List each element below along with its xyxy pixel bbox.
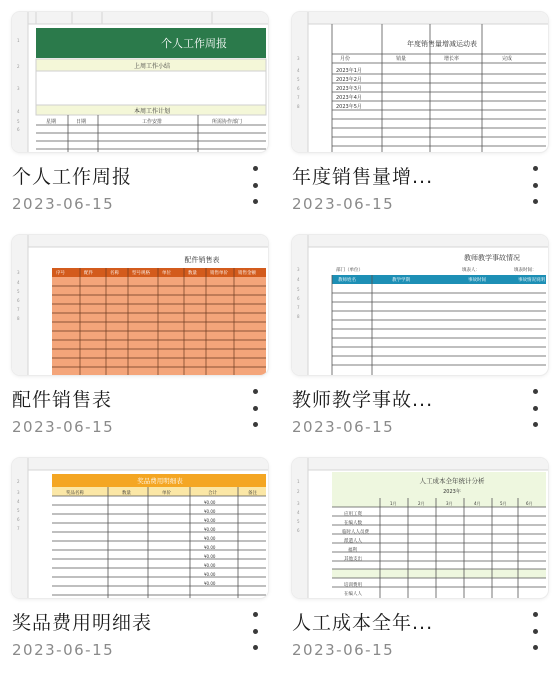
template-card-labor-cost[interactable] xyxy=(292,458,548,678)
svg-text:¥0.00: ¥0.00 xyxy=(204,563,216,568)
svg-text:3: 3 xyxy=(17,270,20,275)
svg-text:在编人数: 在编人数 xyxy=(344,521,362,526)
more-options-icon[interactable] xyxy=(528,612,542,650)
svg-text:5: 5 xyxy=(297,519,300,524)
svg-text:销量: 销量 xyxy=(396,56,407,62)
svg-text:在编人人: 在编人人 xyxy=(344,592,362,597)
template-card-annual-sales[interactable] xyxy=(292,12,548,232)
svg-text:4: 4 xyxy=(297,277,300,282)
svg-text:合计: 合计 xyxy=(208,491,217,496)
template-date: 2023-06-15 xyxy=(12,641,115,659)
svg-text:5: 5 xyxy=(297,77,300,82)
svg-text:福利: 福利 xyxy=(348,548,357,553)
svg-text:1月: 1月 xyxy=(390,501,397,506)
spreadsheet-preview xyxy=(292,458,548,598)
svg-text:6: 6 xyxy=(17,517,20,522)
more-options-icon[interactable] xyxy=(248,166,262,204)
svg-text:教学学期: 教学学期 xyxy=(392,278,410,283)
template-date: 2023-06-15 xyxy=(12,195,115,213)
svg-text:2023年2月: 2023年2月 xyxy=(336,77,362,83)
svg-text:7: 7 xyxy=(297,305,300,310)
template-title[interactable]: 个人工作周报 xyxy=(12,166,133,188)
preview-band: 本周工作计划 xyxy=(133,108,171,115)
svg-text:2: 2 xyxy=(297,489,300,494)
template-thumbnail[interactable] xyxy=(292,458,548,598)
more-options-icon[interactable] xyxy=(528,166,542,204)
template-date: 2023-06-15 xyxy=(292,641,395,659)
svg-text:名称: 名称 xyxy=(110,271,119,276)
spreadsheet-preview xyxy=(292,235,548,375)
svg-text:6: 6 xyxy=(297,86,300,91)
template-thumbnail[interactable] xyxy=(12,235,268,375)
svg-text:8: 8 xyxy=(17,316,20,321)
svg-text:6月: 6月 xyxy=(526,501,533,506)
preview-heading: 教师教学事故情况 xyxy=(464,254,520,262)
svg-text:¥0.00: ¥0.00 xyxy=(204,581,216,586)
svg-text:6: 6 xyxy=(297,296,300,301)
template-thumbnail[interactable] xyxy=(292,235,548,375)
svg-text:7: 7 xyxy=(297,95,300,100)
svg-text:数量: 数量 xyxy=(122,491,131,496)
svg-text:5: 5 xyxy=(17,289,20,294)
svg-text:2023年5月: 2023年5月 xyxy=(336,104,362,110)
template-card-parts-sales[interactable] xyxy=(12,235,268,455)
svg-text:8: 8 xyxy=(297,314,300,319)
svg-text:4: 4 xyxy=(297,68,300,73)
svg-text:培训费用: 培训费用 xyxy=(344,583,362,588)
svg-text:单位: 单位 xyxy=(162,271,171,276)
svg-text:2023年: 2023年 xyxy=(443,489,461,495)
svg-text:增长率: 增长率 xyxy=(444,56,460,62)
template-title[interactable]: 教师教学事故... xyxy=(292,389,434,411)
spreadsheet-preview xyxy=(12,12,268,152)
more-options-icon[interactable] xyxy=(528,389,542,427)
template-title[interactable]: 人工成本全年... xyxy=(292,612,434,634)
svg-text:¥0.00: ¥0.00 xyxy=(204,509,216,514)
preview-heading: 奖品费用明细表 xyxy=(137,477,183,485)
svg-text:3: 3 xyxy=(297,267,300,272)
svg-text:事故情况说明: 事故情况说明 xyxy=(518,278,545,283)
svg-text:数量: 数量 xyxy=(188,271,197,276)
svg-text:¥0.00: ¥0.00 xyxy=(204,554,216,559)
svg-text:4: 4 xyxy=(297,510,300,515)
svg-text:5: 5 xyxy=(17,119,20,124)
template-date: 2023-06-15 xyxy=(292,195,395,213)
svg-text:配件: 配件 xyxy=(84,271,93,276)
svg-text:填表人：: 填表人： xyxy=(462,268,480,273)
spreadsheet-preview xyxy=(12,458,268,598)
more-options-icon[interactable] xyxy=(248,389,262,427)
svg-text:工作安排: 工作安排 xyxy=(142,119,163,125)
svg-text:2023年3月: 2023年3月 xyxy=(336,86,362,92)
svg-text:备注: 备注 xyxy=(248,491,257,496)
template-card-teaching-incident[interactable] xyxy=(292,235,548,455)
svg-text:部门（单位）: 部门（单位） xyxy=(336,268,363,273)
svg-text:¥0.00: ¥0.00 xyxy=(204,527,216,532)
svg-text:2023年4月: 2023年4月 xyxy=(336,95,362,101)
svg-text:3月: 3月 xyxy=(446,501,453,506)
svg-text:单价: 单价 xyxy=(162,491,171,496)
svg-text:3: 3 xyxy=(17,490,20,495)
spreadsheet-preview xyxy=(292,12,548,152)
template-date: 2023-06-15 xyxy=(292,418,395,436)
svg-text:4月: 4月 xyxy=(474,501,481,506)
template-thumbnail[interactable] xyxy=(292,12,548,152)
svg-text:2: 2 xyxy=(17,64,20,69)
svg-text:完成: 完成 xyxy=(502,56,513,62)
svg-text:型号规格: 型号规格 xyxy=(132,271,150,276)
template-title[interactable]: 奖品费用明细表 xyxy=(12,612,153,634)
svg-text:2: 2 xyxy=(17,479,20,484)
spreadsheet-preview xyxy=(12,235,268,375)
svg-text:序号: 序号 xyxy=(56,271,65,276)
svg-text:应用工资: 应用工资 xyxy=(344,512,362,517)
svg-text:¥0.00: ¥0.00 xyxy=(204,536,216,541)
template-title[interactable]: 配件销售表 xyxy=(12,389,113,411)
svg-text:5: 5 xyxy=(297,287,300,292)
svg-text:4: 4 xyxy=(17,499,20,504)
svg-text:1: 1 xyxy=(297,479,300,484)
svg-text:7: 7 xyxy=(17,307,20,312)
svg-text:其他支出: 其他支出 xyxy=(344,557,362,562)
svg-text:¥0.00: ¥0.00 xyxy=(204,518,216,523)
svg-text:6: 6 xyxy=(17,298,20,303)
svg-text:4: 4 xyxy=(17,280,20,285)
svg-text:8: 8 xyxy=(297,104,300,109)
svg-text:7: 7 xyxy=(17,526,20,531)
svg-text:4: 4 xyxy=(17,109,20,114)
svg-text:销售金额: 销售金额 xyxy=(238,271,256,276)
template-card-prize-expense[interactable] xyxy=(12,458,268,678)
svg-text:3: 3 xyxy=(17,86,20,91)
svg-text:2023年1月: 2023年1月 xyxy=(336,68,362,74)
svg-text:3: 3 xyxy=(297,56,300,61)
preview-heading: 人工成本全年统计分析 xyxy=(419,477,485,485)
svg-text:教师姓名: 教师姓名 xyxy=(338,278,356,283)
svg-text:日期: 日期 xyxy=(76,119,87,125)
template-card-weekly-report[interactable] xyxy=(12,12,268,232)
svg-text:¥0.00: ¥0.00 xyxy=(204,545,216,550)
svg-text:星期: 星期 xyxy=(46,119,57,125)
svg-text:6: 6 xyxy=(297,528,300,533)
more-options-icon[interactable] xyxy=(248,612,262,650)
svg-text:2月: 2月 xyxy=(418,501,425,506)
preview-heading: 个人工作周报 xyxy=(161,37,227,50)
svg-text:临时人人员费: 临时人人员费 xyxy=(342,530,369,535)
template-date: 2023-06-15 xyxy=(12,418,115,436)
template-thumbnail[interactable] xyxy=(12,458,268,598)
template-title[interactable]: 年度销售量增... xyxy=(292,166,434,188)
svg-text:6: 6 xyxy=(17,127,20,132)
svg-text:¥0.00: ¥0.00 xyxy=(204,572,216,577)
svg-text:填表时间：: 填表时间： xyxy=(514,268,537,273)
svg-text:3: 3 xyxy=(297,501,300,506)
svg-text:5月: 5月 xyxy=(500,501,507,506)
preview-band: 上周工作小结 xyxy=(133,63,171,70)
preview-heading: 配件销售表 xyxy=(184,256,220,264)
svg-text:所需协作部门: 所需协作部门 xyxy=(212,119,243,125)
svg-text:派遣人人: 派遣人人 xyxy=(344,539,362,544)
svg-text:销售单价: 销售单价 xyxy=(210,271,228,276)
svg-text:1: 1 xyxy=(17,38,20,43)
svg-text:奖品名称: 奖品名称 xyxy=(66,491,84,496)
preview-heading: 年度销售量增减运动表 xyxy=(407,40,477,48)
svg-text:事故时间: 事故时间 xyxy=(468,278,486,283)
template-thumbnail[interactable] xyxy=(12,12,268,152)
svg-text:月份: 月份 xyxy=(340,56,351,62)
svg-text:¥0.00: ¥0.00 xyxy=(204,500,216,505)
svg-text:5: 5 xyxy=(17,508,20,513)
